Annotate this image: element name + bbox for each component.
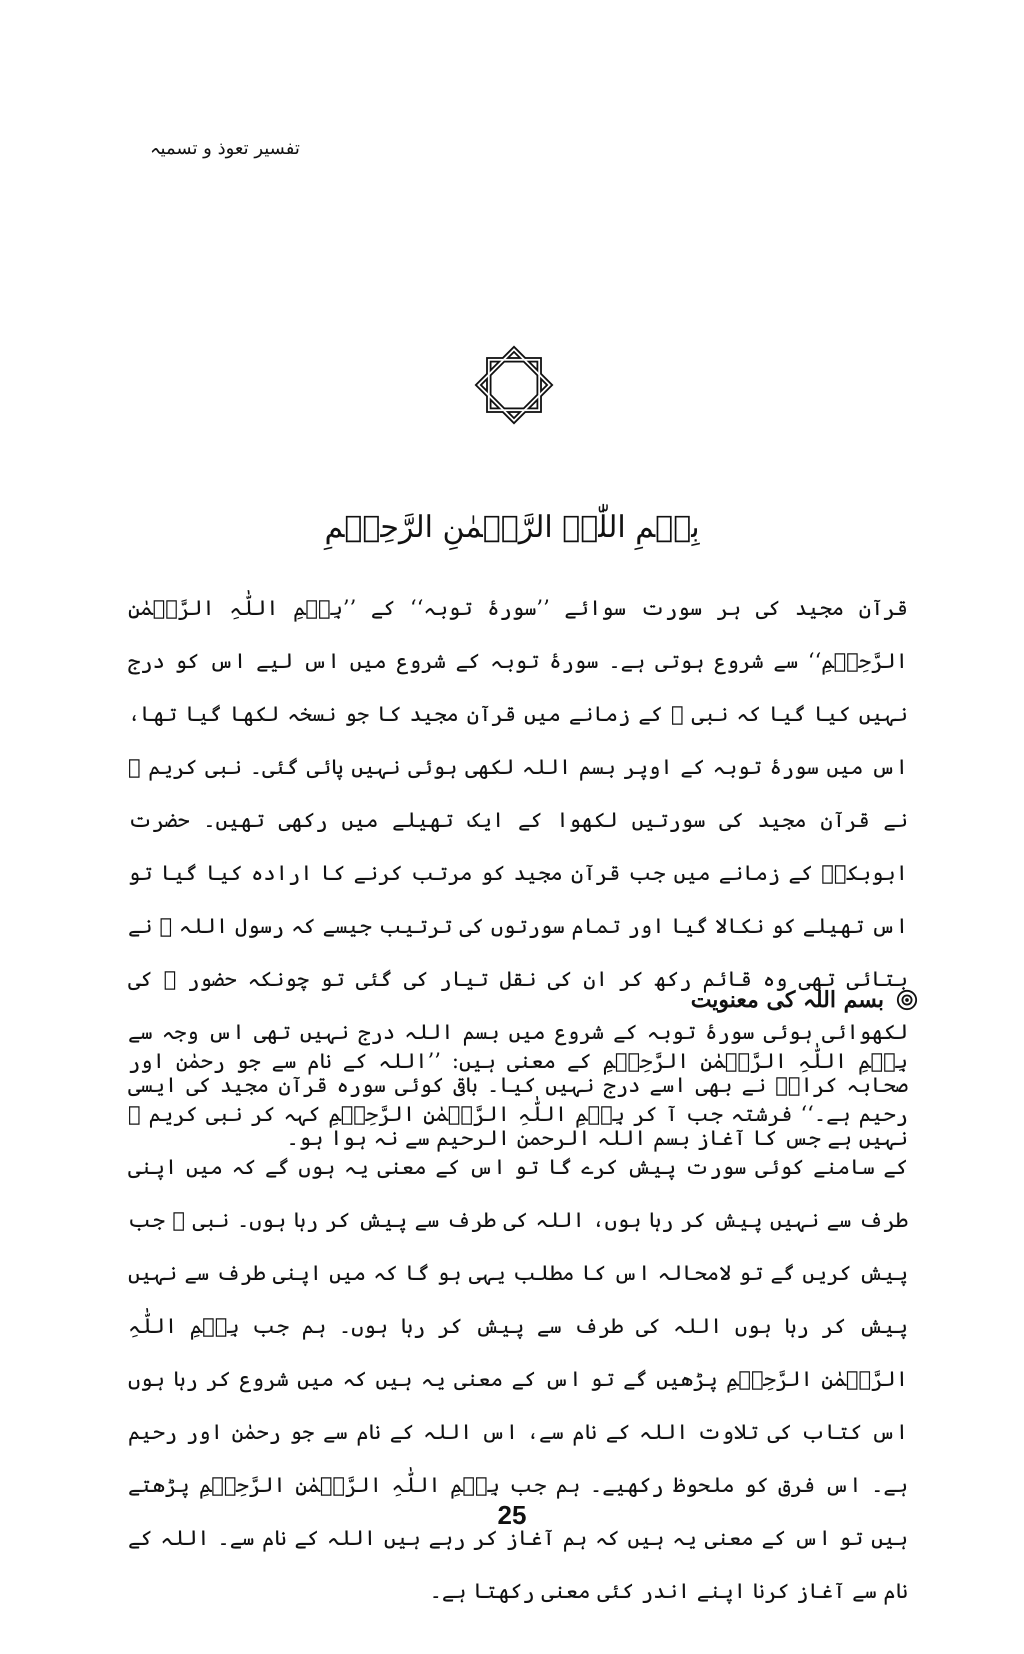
flower-bullet-icon: [896, 989, 918, 1011]
section-heading-text: بسم اللہ کی معنویت: [690, 987, 884, 1013]
running-head: تفسیر تعوذ و تسمیہ: [150, 138, 300, 159]
section-heading: [691, 987, 918, 1013]
paragraph-intro: قرآن مجید کی ہر سورت سوائے ’’سورۂ توبہ‘‘ کے ’’بِسۡمِ اللّٰہِ الرَّحۡمٰنِ الرَّحِیۡمِ‘‘ سے شروع ہوتی ہے۔ سورۂ توبہ کے شروع میں اس لیے اس کو درج نہیں کیا گیا کہ نبی ﷺ کے زمانے میں قرآن مجید کا جو نسخہ لکھا گیا تھا، اس میں سورۂ توبہ کے اوپر بسم اللہ لکھی ہوئی نہیں پائی گئی۔ نبی کریم ﷺ نے قرآن مجید کی سورتیں لکھوا کے ایک تھیلے میں رکھی تھیں۔ حضرت ابوبکرؓ کے زمانے میں جب قرآن مجید کو مرتب کرنے کا ارادہ کیا گیا تو اس تھیلے کو نکالا گیا اور تمام سورتوں کی ترتیب جیسے کہ رسول اللہ ﷺ نے بتائی تھی وہ قائم رکھ کر ان کی نقل تیار کی گئی تو چونکہ حضور ﷺ کی لکھوائی ہوئی سورۂ توبہ کے شروع میں بسم اللہ درج نہیں تھی اس وجہ سے صحابہ کرامؓ نے بھی اسے درج نہیں کیا۔ باقی کوئی سورہ قرآن مجید کی ایسی نہیں ہے جس کا آغاز بسم اللہ الرحمن الرحیم سے نہ ہوا ہو۔: [128, 596, 908, 1150]
eight-point-star-ornament-icon: [469, 340, 559, 430]
bismillah-heading: بِسۡمِ اللّٰہِ الرَّحۡمٰنِ الرَّحِیۡمِ: [324, 510, 700, 545]
page-number: 25: [497, 1500, 527, 1530]
paragraph-meaning: بِسۡمِ اللّٰہِ الرَّحۡمٰنِ الرَّحِیۡمِ کے معنی ہیں: ’’اللہ کے نام سے جو رحمٰن اور رحیم ہے۔‘‘ فرشتہ جب آ کر بِسۡمِ اللّٰہِ الرَّحۡمٰنِ الرَّحِیۡمِ کہہ کر نبی کریم ﷺ کے سامنے کوئی سورت پیش کرے گا تو اس کے معنی یہ ہوں گے کہ میں اپنی طرف سے نہیں پیش کر رہا ہوں، اللہ کی طرف سے پیش کر رہا ہوں۔ نبی ﷺ جب پیش کریں گے تو لامحالہ اس کا مطلب یہی ہو گا کہ میں اپنی طرف سے نہیں پیش کر رہا ہوں اللہ کی طرف سے پیش کر رہا ہوں۔ ہم جب بِسۡمِ اللّٰہِ الرَّحۡمٰنِ الرَّحِیۡمِ پڑھیں گے تو اس کے معنی یہ ہیں کہ میں شروع کر رہا ہوں اس کتاب کی تلاوت اللہ کے نام سے، اس اللہ کے نام سے جو رحمٰن اور رحیم ہے۔ اس فرق کو ملحوظ رکھیے۔ ہم جب بِسۡمِ اللّٰہِ الرَّحۡمٰنِ الرَّحِیۡمِ پڑھتے ہیں تو اس کے معنی یہ ہیں کہ ہم آغاز کر رہے ہیں اللہ کے نام سے۔ اللہ کے نام سے آغاز کرنا اپنے اندر کئی معنی رکھتا ہے۔: [128, 1049, 908, 1603]
